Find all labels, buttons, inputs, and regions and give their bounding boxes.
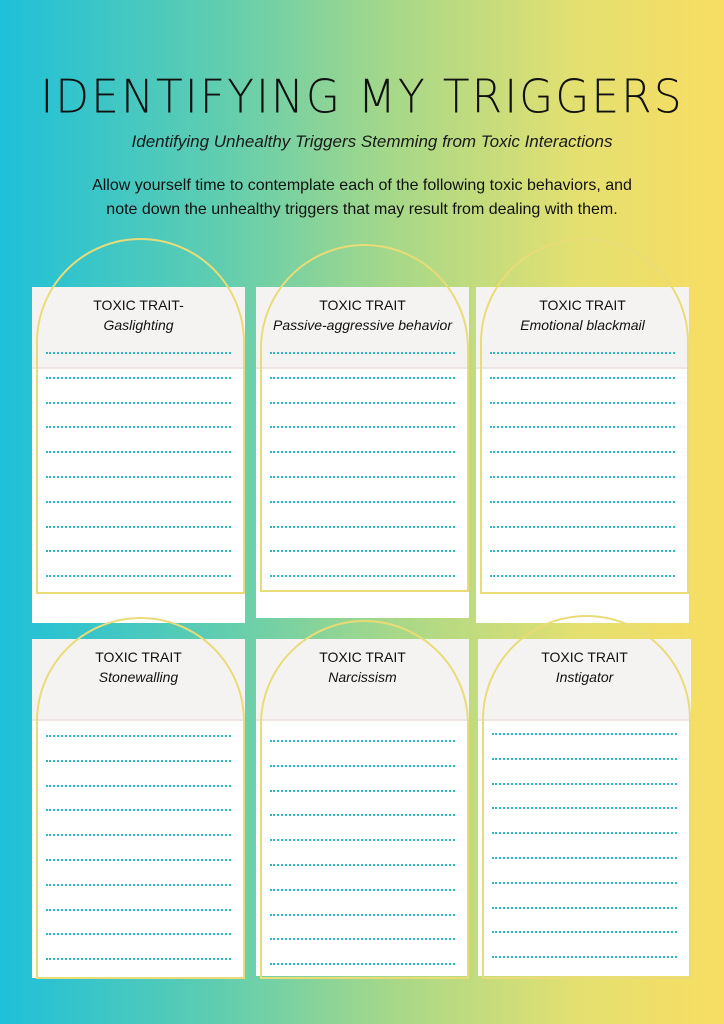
trait-card [256, 287, 469, 618]
card-label: TOXIC TRAIT [95, 649, 182, 665]
writing-line[interactable] [46, 933, 231, 935]
writing-line[interactable] [490, 575, 675, 577]
writing-line[interactable] [270, 814, 455, 816]
card-label: TOXIC TRAIT- [93, 297, 184, 313]
writing-line[interactable] [492, 931, 677, 933]
writing-line[interactable] [270, 377, 455, 379]
writing-line[interactable] [270, 352, 455, 354]
card-label: TOXIC TRAIT [319, 297, 406, 313]
writing-line[interactable] [46, 909, 231, 911]
card-trait-name: Gaslighting [103, 317, 174, 333]
card-trait-name: Stonewalling [98, 669, 179, 685]
writing-line[interactable] [490, 476, 675, 478]
trait-card [478, 639, 691, 976]
writing-line[interactable] [270, 914, 455, 916]
writing-line[interactable] [46, 735, 231, 737]
writing-line[interactable] [46, 859, 231, 861]
writing-line[interactable] [270, 501, 455, 503]
trait-card [32, 639, 245, 978]
writing-line[interactable] [270, 889, 455, 891]
writing-line[interactable] [46, 451, 231, 453]
card-label: TOXIC TRAIT [539, 297, 626, 313]
writing-line[interactable] [270, 451, 455, 453]
writing-line[interactable] [270, 790, 455, 792]
card-header [32, 287, 245, 369]
card-trait-name: Instigator [555, 669, 614, 685]
card-header [476, 287, 689, 369]
card-label: TOXIC TRAIT [319, 649, 406, 665]
writing-line[interactable] [270, 476, 455, 478]
writing-line[interactable] [490, 526, 675, 528]
writing-line[interactable] [46, 377, 231, 379]
card-trait-name: Emotional blackmail [520, 317, 645, 333]
writing-line[interactable] [46, 352, 231, 354]
page-subtitle: Identifying Unhealthy Triggers Stemming from Toxic Interactions [131, 132, 613, 151]
writing-line[interactable] [270, 740, 455, 742]
card-header [478, 639, 691, 721]
trait-card [32, 287, 245, 623]
writing-line[interactable] [490, 402, 675, 404]
writing-line[interactable] [46, 760, 231, 762]
writing-line[interactable] [46, 958, 231, 960]
card-header [256, 287, 469, 369]
writing-line[interactable] [270, 550, 455, 552]
writing-line[interactable] [270, 839, 455, 841]
writing-line[interactable] [492, 733, 677, 735]
writing-line[interactable] [46, 501, 231, 503]
writing-line[interactable] [492, 783, 677, 785]
page-title: IDENTIFYING MY TRIGGERS [40, 70, 684, 125]
writing-line[interactable] [46, 834, 231, 836]
writing-line[interactable] [490, 451, 675, 453]
writing-line[interactable] [270, 864, 455, 866]
writing-line[interactable] [270, 963, 455, 965]
writing-line[interactable] [270, 765, 455, 767]
writing-line[interactable] [490, 550, 675, 552]
intro-text: Allow yourself time to contemplate each of the following toxic behaviors, and note down the unhealthy triggers that may result from dealing with them. [92, 177, 632, 218]
writing-line[interactable] [46, 402, 231, 404]
writing-line[interactable] [270, 575, 455, 577]
card-trait-name: Passive-aggressive behavior [273, 317, 452, 333]
writing-line[interactable] [46, 550, 231, 552]
writing-line[interactable] [46, 884, 231, 886]
writing-line[interactable] [492, 956, 677, 958]
writing-line[interactable] [46, 526, 231, 528]
writing-line[interactable] [46, 575, 231, 577]
writing-line[interactable] [492, 907, 677, 909]
writing-line[interactable] [490, 352, 675, 354]
writing-line[interactable] [492, 758, 677, 760]
card-header [256, 639, 469, 721]
writing-line[interactable] [492, 832, 677, 834]
card-label: TOXIC TRAIT [541, 649, 628, 665]
writing-line[interactable] [46, 426, 231, 428]
writing-line[interactable] [270, 526, 455, 528]
writing-line[interactable] [492, 857, 677, 859]
writing-line[interactable] [270, 402, 455, 404]
writing-line[interactable] [270, 426, 455, 428]
writing-line[interactable] [270, 938, 455, 940]
writing-line[interactable] [492, 807, 677, 809]
writing-line[interactable] [490, 377, 675, 379]
writing-line[interactable] [490, 426, 675, 428]
card-header [32, 639, 245, 721]
trait-card [256, 639, 469, 976]
writing-line[interactable] [46, 809, 231, 811]
writing-line[interactable] [492, 882, 677, 884]
trait-card [476, 287, 689, 623]
writing-line[interactable] [46, 476, 231, 478]
writing-line[interactable] [490, 501, 675, 503]
writing-line[interactable] [46, 785, 231, 787]
card-trait-name: Narcissism [328, 669, 397, 685]
